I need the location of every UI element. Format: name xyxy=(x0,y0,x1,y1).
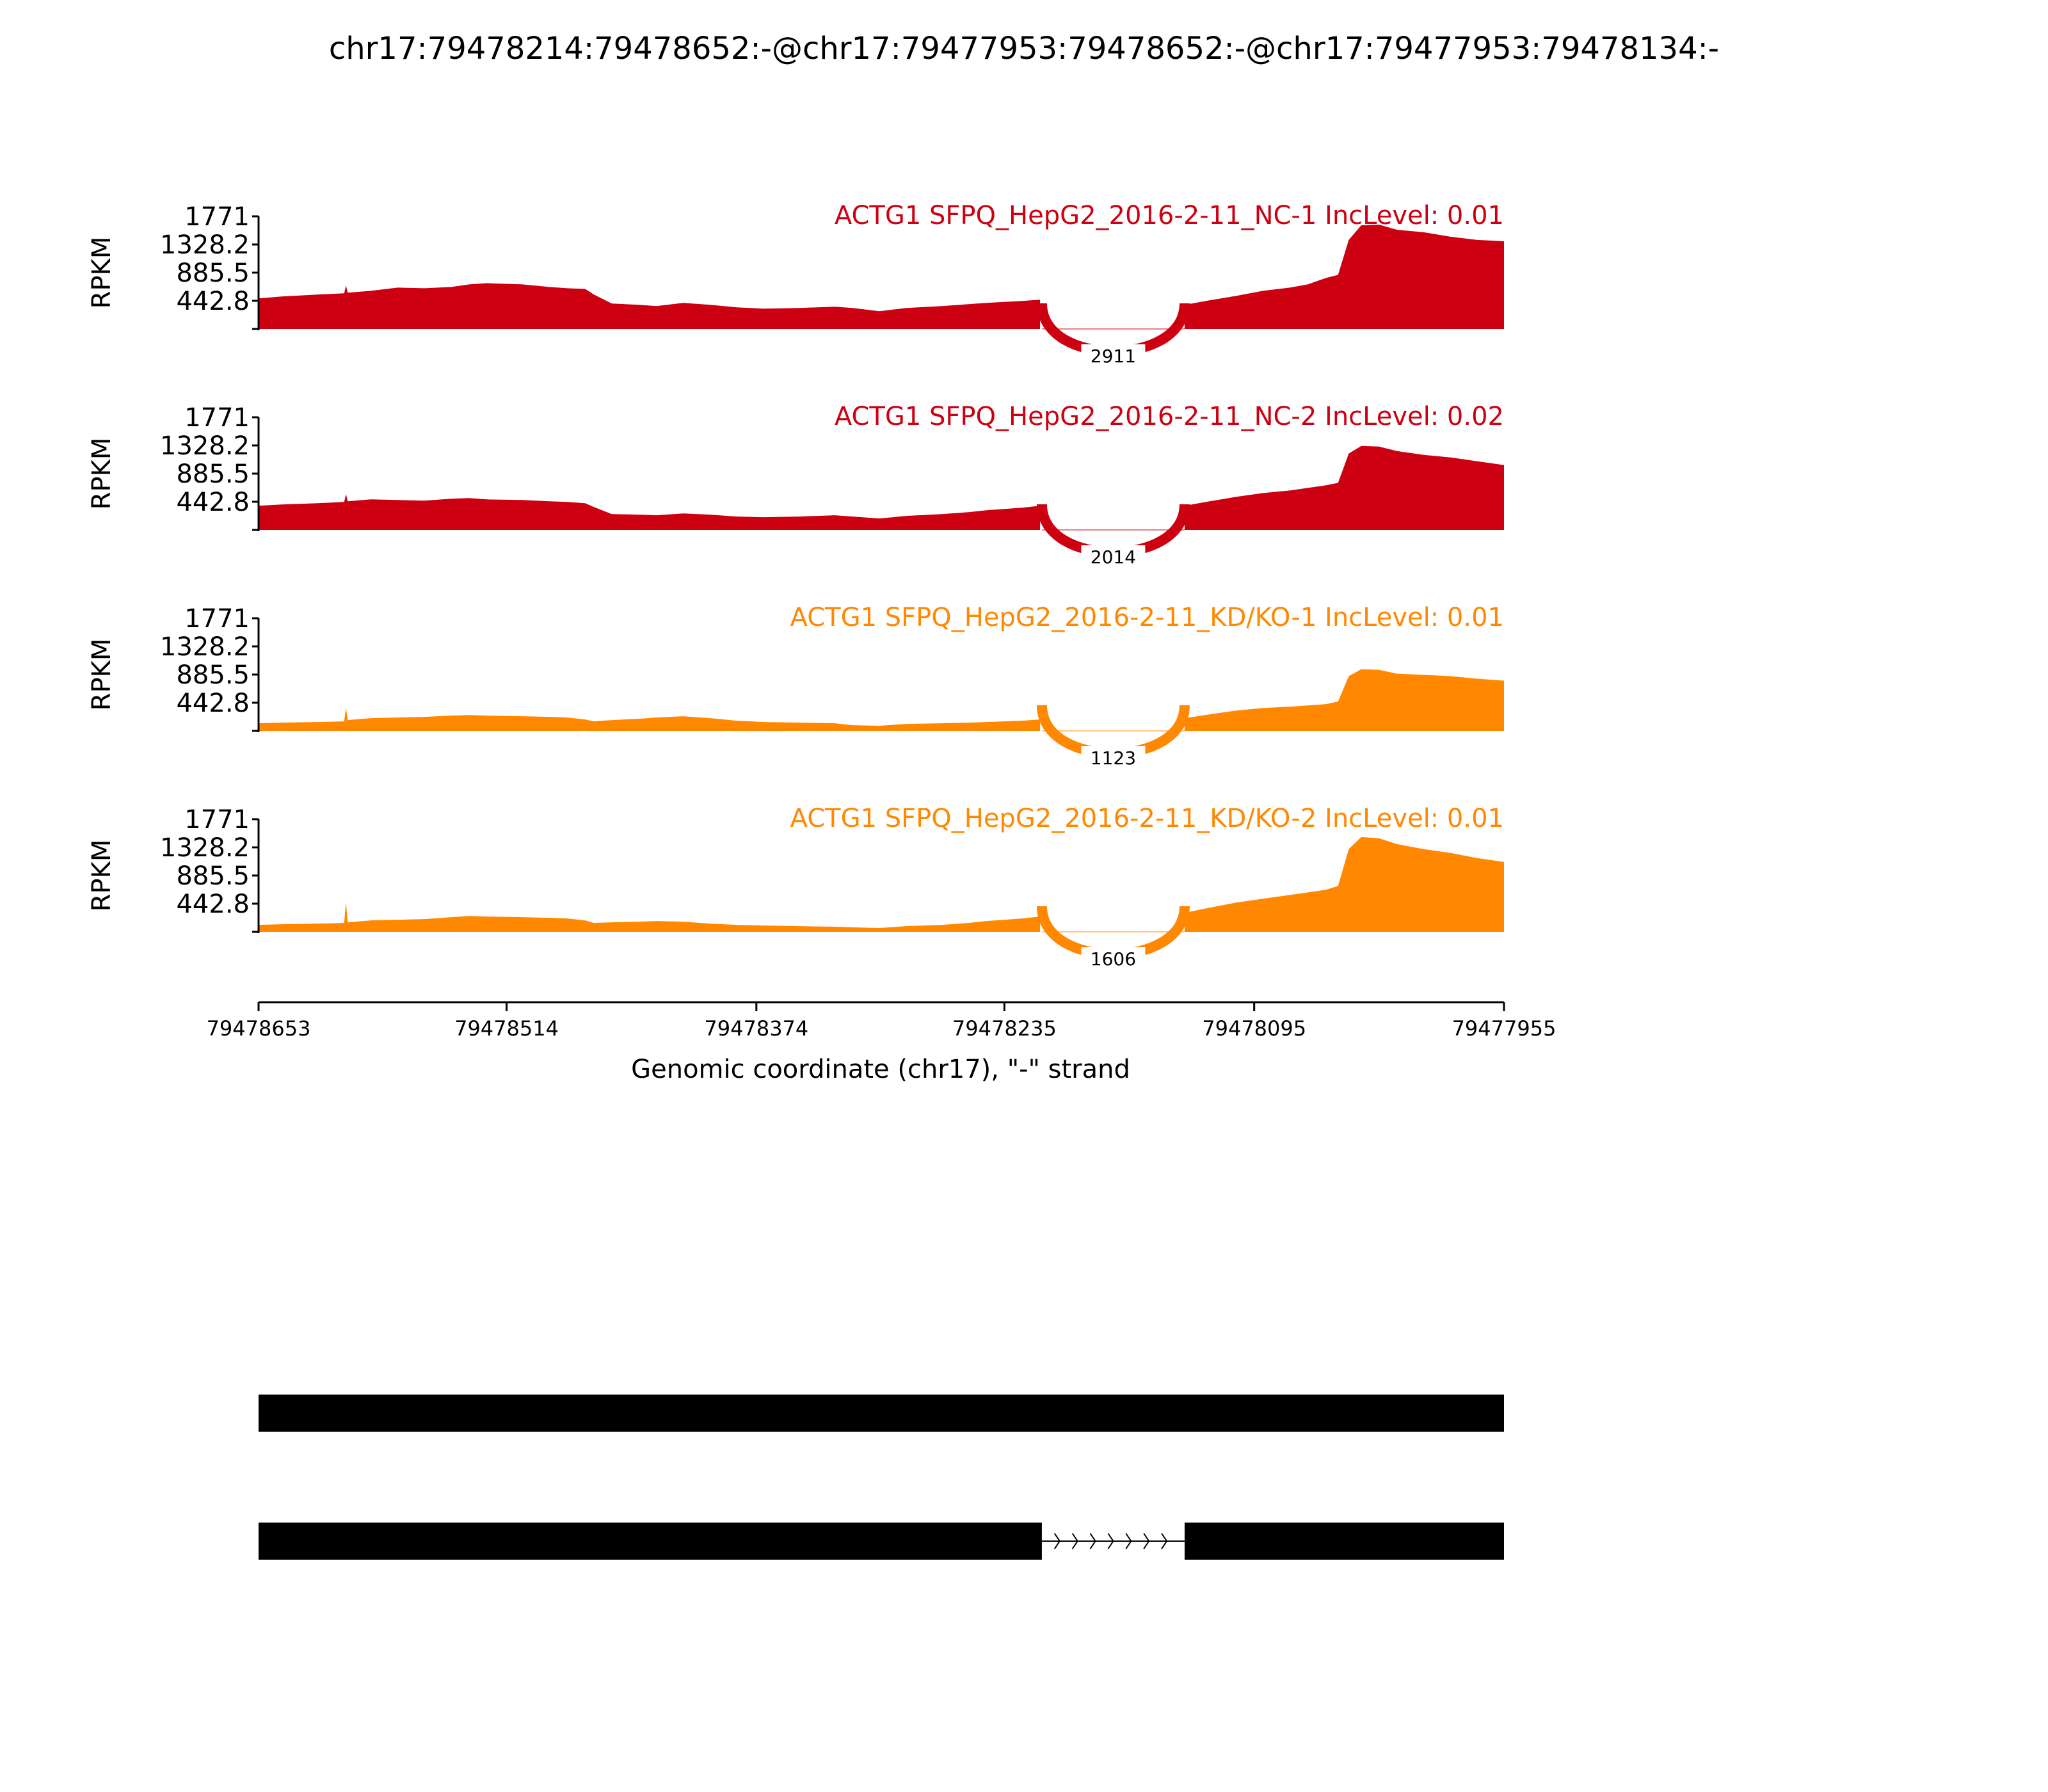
chart-title: chr17:79478214:79478652:-@chr17:79477953:79478652:-@chr17:79477953:79478134:- xyxy=(328,31,1720,67)
y-tick-label: 1771 xyxy=(184,202,250,232)
x-tick-label: 79478374 xyxy=(704,1016,809,1041)
y-axis-label: RPKM xyxy=(87,236,116,309)
y-tick-label: 1328.2 xyxy=(160,230,250,260)
coverage-area xyxy=(259,669,1504,731)
y-tick-label: 885.5 xyxy=(176,259,250,288)
y-tick-label: 1771 xyxy=(184,604,250,634)
y-tick-label: 885.5 xyxy=(176,861,250,891)
junction-count: 1606 xyxy=(1090,948,1137,970)
x-tick-label: 79478235 xyxy=(952,1016,1057,1041)
track-1 xyxy=(87,201,1504,367)
isoform-2 xyxy=(259,1523,1504,1560)
isoform-models xyxy=(259,1395,1504,1560)
x-tick-label: 79478514 xyxy=(454,1016,559,1041)
y-tick-label: 1771 xyxy=(184,403,250,433)
track-title: ACTG1 SFPQ_HepG2_2016-2-11_KD/KO-2 IncLevel: 0.01 xyxy=(790,804,1504,833)
track-4 xyxy=(87,804,1504,970)
y-tick-label: 1328.2 xyxy=(160,431,250,461)
y-tick-label: 1328.2 xyxy=(160,632,250,662)
junction-arc xyxy=(1042,504,1185,552)
isoform-1 xyxy=(259,1395,1504,1432)
y-tick-label: 442.8 xyxy=(176,286,250,316)
y-tick-label: 442.8 xyxy=(176,889,250,919)
x-tick-label: 79477955 xyxy=(1452,1016,1556,1041)
track-3 xyxy=(87,603,1504,769)
junction-arc xyxy=(1042,303,1185,351)
y-tick-label: 885.5 xyxy=(176,660,250,690)
exon xyxy=(259,1523,1042,1560)
y-tick-label: 442.8 xyxy=(176,688,250,718)
y-tick-label: 1771 xyxy=(184,805,250,835)
x-axis-label: Genomic coordinate (chr17), "-" strand xyxy=(631,1055,1130,1084)
junction-count: 2911 xyxy=(1090,346,1137,367)
coverage-area xyxy=(259,225,1504,329)
x-tick-label: 79478653 xyxy=(206,1016,311,1041)
junction-arc xyxy=(1042,705,1185,753)
junction-count: 2014 xyxy=(1090,547,1137,568)
y-axis-label: RPKM xyxy=(87,638,116,711)
junction-count: 1123 xyxy=(1090,748,1137,769)
coverage-tracks xyxy=(87,201,1504,970)
exon xyxy=(1185,1523,1504,1560)
track-title: ACTG1 SFPQ_HepG2_2016-2-11_NC-2 IncLevel: 0.02 xyxy=(834,402,1504,431)
track-title: ACTG1 SFPQ_HepG2_2016-2-11_NC-1 IncLevel: 0.01 xyxy=(834,201,1504,230)
track-title: ACTG1 SFPQ_HepG2_2016-2-11_KD/KO-1 IncLevel: 0.01 xyxy=(790,603,1504,632)
y-tick-label: 442.8 xyxy=(176,487,250,517)
x-axis xyxy=(207,1002,1556,1041)
y-tick-label: 885.5 xyxy=(176,460,250,489)
track-2 xyxy=(87,402,1504,568)
x-tick-label: 79478095 xyxy=(1202,1016,1307,1041)
coverage-area xyxy=(259,446,1504,530)
y-axis-label: RPKM xyxy=(87,839,116,912)
coverage-area xyxy=(259,837,1504,932)
y-tick-label: 1328.2 xyxy=(160,833,250,863)
junction-arc xyxy=(1042,906,1185,954)
y-axis-label: RPKM xyxy=(87,437,116,510)
exon xyxy=(259,1395,1504,1432)
